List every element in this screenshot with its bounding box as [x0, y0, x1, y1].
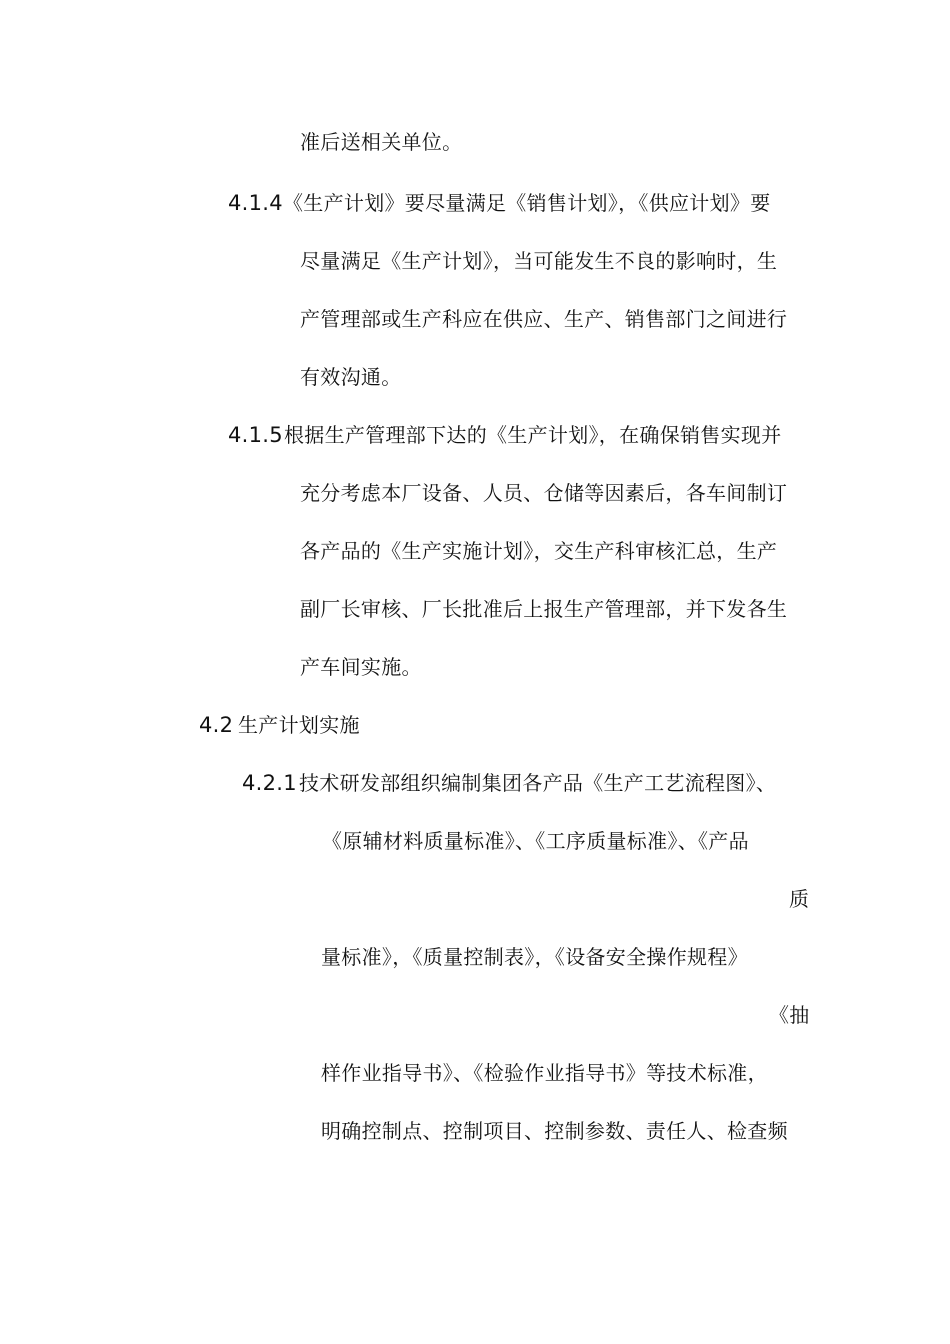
para-414-line-1: 《生产计划》要尽量满足《销售计划》，《供应计划》要	[283, 191, 771, 215]
para-421-line-6: 样作业指导书》、《检验作业指导书》等技术标准，	[321, 1061, 768, 1085]
para-414-number: 4.1.4	[228, 191, 283, 215]
para-414-line-4: 有效沟通。	[300, 365, 402, 389]
para-415-line-2: 充分考虑本厂设备、人员、仓储等因素后，各车间制订	[300, 481, 788, 505]
section-42-title: 生产计划实施	[238, 713, 360, 737]
para-421-line-2: 《原辅材料质量标准》、《工序质量标准》、《产品	[322, 829, 749, 853]
para-421-line-3: 质	[789, 887, 810, 911]
para-415-line-3: 各产品的《生产实施计划》，交生产科审核汇总，生产	[300, 539, 778, 563]
para-413-line-1: 准后送相关单位。	[300, 130, 463, 154]
para-421-line-5: 《抽	[769, 1003, 810, 1027]
section-42-number: 4.2	[199, 713, 234, 737]
para-415-line-4: 副厂长审核、厂长批准后上报生产管理部，并下发各生	[300, 597, 788, 621]
para-421-number: 4.2.1	[242, 771, 297, 795]
para-415-line-1: 根据生产管理部下达的《生产计划》，在确保销售实现并	[284, 423, 782, 447]
para-414-line-2: 尽量满足《生产计划》，当可能发生不良的影响时，生	[300, 249, 778, 273]
para-415-line-5: 产车间实施。	[300, 655, 422, 679]
para-415-number: 4.1.5	[228, 423, 283, 447]
para-414-line-3: 产管理部或生产科应在供应、生产、销售部门之间进行	[300, 307, 788, 331]
para-421-line-1: 技术研发部组织编制集团各产品《生产工艺流程图》、	[299, 771, 777, 795]
para-421-line-7: 明确控制点、控制项目、控制参数、责任人、检查频	[321, 1119, 788, 1143]
para-421-line-4: 量标准》，《质量控制表》，《设备安全操作规程》	[321, 945, 748, 969]
